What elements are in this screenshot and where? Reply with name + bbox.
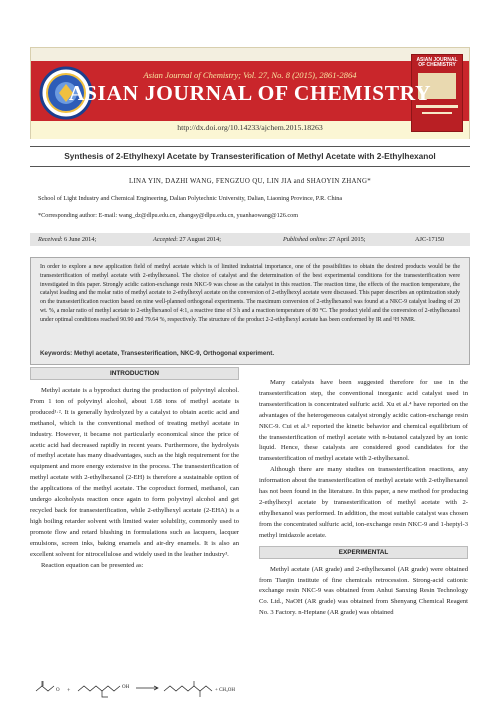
affiliation: School of Light Industry and Chemical Engineering, Dalian Polytechnic University, Dalian, Liaoning Province, P.R. China [38, 195, 343, 202]
section-heading-experimental: EXPERIMENTAL [259, 546, 468, 559]
right-column [259, 378, 468, 619]
journal-name: ASIAN JOURNAL OF CHEMISTRY [68, 81, 432, 105]
author-list: LINA YIN, DAZHI WANG, FENGZUO QU, LIN JIA and SHAOYIN ZHANG* [128, 178, 372, 185]
doi-link[interactable]: http://dx.doi.org/10.14233/ajchem.2015.18263 [177, 123, 323, 132]
abstract-box [30, 257, 470, 365]
paper-title: Synthesis of 2-Ethylhexyl Acetate by Transesterification of Methyl Acetate with 2-Ethylhexanol [64, 151, 436, 161]
svg-text:O: O [56, 688, 60, 693]
body-paragraph: Many catalysts have been suggested therefore for use in the transesterification step, the conventional inorganic acid catalyst used in transesterification is concentrated sulfuric acid. Xu et al.⁴ have reported on the advantages of the heterogeneous catalyst strongly acidic cation-exchange resin NKC-9. Cui et al.⁵ reported the kinetic behavior and chemical equilibrium of the transesterification of methyl acetate with n-butanol catalyzed by an ionic liquid. Hence, these catalysts are considered good candidates for the transesterification of methyl acetate with 2-ethylhexanol. [259, 379, 468, 463]
abstract-text: In order to explore a new application field of methyl acetate which is of limited industrial importance, one of the possibilities to obtain the desired products would be the transesterification of methyl acetate with 2-ethylhexanol. The choice of catalyst and the determination of the best experimental conditions for the transesterification were investigated in this paper. Strongly acidic cation-exchange resin NKC-9 was chose as the catalyst in this reaction. The reaction time, the effects of the reaction temperature, the catalyst loading and the molar ratio of methyl acetate to 2-ethylhexyl acetate on the conversion of 2-ethylhexyl acetate were discussed. This paper describes an optimization study on the transesterification reaction based on nine well-planned orthogonal experiments. The maximum conversion of 2-ethylhexanol was found at a NKC-9 catalyst loading of 20 wt. %, a molar ratio of methyl acetate to 2-ethylhexanol of 4:1, a reactive time of 3 h and a reaction temperature of 80 °C. The product yield and the conversion of 2-ethylhexanol under optimal conditions reached 90.90 and 79.64 %, respectively. The structure of the product 2-2-ethylhexyl acetate has been conformed by IR and ¹H NMR. [40, 264, 460, 323]
reaction-scheme [32, 677, 242, 699]
cover-title: ASIAN JOURNAL OF CHEMISTRY [416, 57, 458, 68]
journal-banner [30, 47, 470, 139]
dates-bar [30, 233, 470, 246]
section-heading-introduction: INTRODUCTION [30, 367, 239, 380]
body-paragraph: Although there are many studies on transesterification reactions, any information about the transesterification of methyl acetate with 2-ethylhexanol has not been found in the literature. In this paper, a new method for producing 2-ethylhexyl acetate by transesterification of methyl acetate with 2-ethylhexanol was performed. In addition, the most suitable catalyst was chosen from the concentrated sulfuric acid, ion-exchange resin NKC-9 and 1-heptyl-3 methyl imidazole acetate. [259, 466, 468, 539]
svg-text:+: + [67, 688, 71, 694]
left-column [30, 367, 239, 571]
experimental-paragraph: Methyl acetate (AR grade) and 2-ethylhexanol (AR grade) were obtained from Tianjin institute of fine chemicals retrocession. Strong-acid cationic exchange resin NKC-9 was obtained from Anhui Sanxing Resin Technology Co. Ltd., NaOH (AR grade) was obtained from Shenyang Chemical Reagent No. 3 Factory. n-Heptane (AR grade) was obtained [259, 565, 468, 617]
received-date: Received: 6 June 2014; [38, 236, 97, 243]
journal-citation: Asian Journal of Chemistry; Vol. 27, No. 8 (2015), 2861-2864 [143, 70, 357, 80]
reaction-intro-text: Reaction equation can be presented as: [41, 561, 144, 569]
accepted-date: Accepted: 27 August 2014; [153, 236, 222, 243]
corresponding-author: *Corresponding author: E-mail: wang_dz@dlpu.edu.cn, zhangsy@dlpu.edu.cn, yuanhaowang@126.com [38, 212, 299, 219]
article-code: AJC-17150 [415, 236, 445, 243]
keywords: Keywords: Methyl acetate, Transesterification, NKC-9, Orthogonal experiment. [40, 350, 275, 357]
cover-text-line [422, 112, 452, 114]
methanol-product-label: + CH₃OH [215, 688, 235, 693]
oh-label: OH [122, 685, 130, 690]
published-date: Published online: 27 April 2015; [283, 236, 366, 243]
title-rule-bottom [30, 166, 470, 167]
title-rule-top [30, 146, 470, 147]
intro-paragraph: Methyl acetate is a byproduct during the production of polyvinyl alcohol. From 1 ton of polyvinyl alcohol, about 1.68 tons of methyl acetate is produced¹·². It is generally hydrolyzed by a catalyst to obtain acetic acid and methanol, which is the conventional method of treating methyl acetate in industry. However, it became not particularly economical since the price of acetic acid had decreased rapidly in recent years. Furthermore, the hydrolysis of methyl acetate has many disadvantages, such as the high requirement for the equipment and more energy extensive in the process. The transesterification of methyl acetate with 2-ethylhexanol (2-EH) is therefore a sustainable option of the applications of the methyl acetate. The coproduct formed, methanol, can undergo alcoholysis reaction once again to form polyvinyl alcohol and get recycled back for transesterification, while 2-ethylhexyl acetate (2-EHA) is a high boiling retarder solvent with limited water solubility, commonly used to promote flow and retard blushing in formulations such as lacquers, lacquer emulsions, screen inks, baking enamels and air-dry enamels. It is also an excellent solvent for nitrocellulose and widely used in the leather industry³. [30, 387, 239, 558]
